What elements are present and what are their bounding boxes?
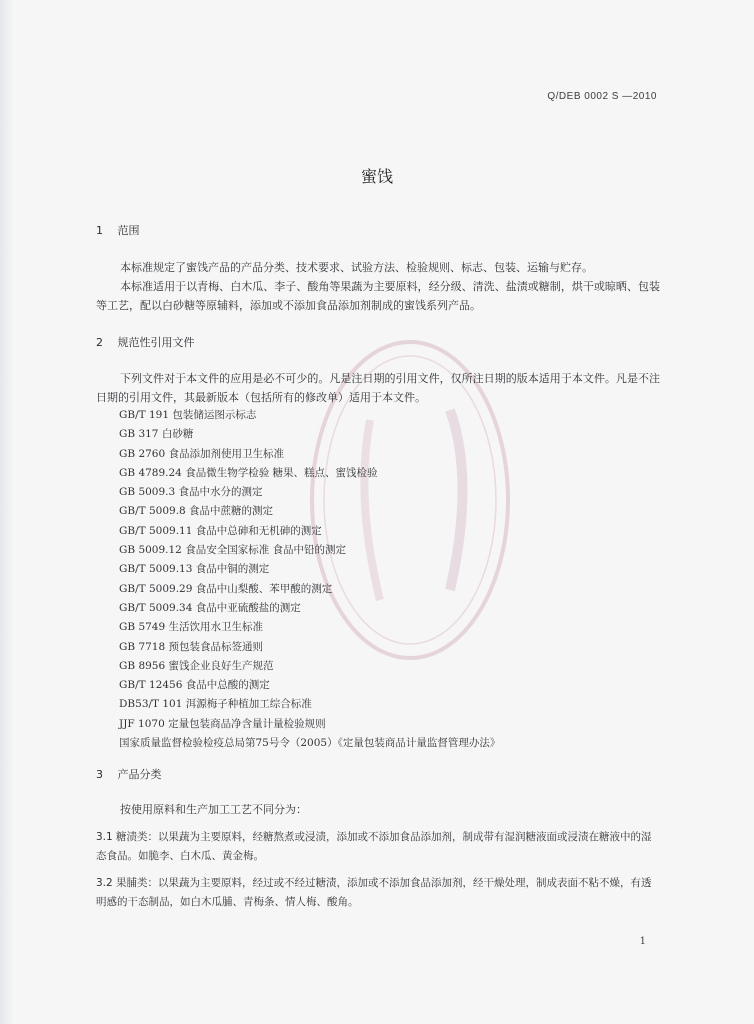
section-title: 范围 [117,224,140,237]
reference-item: GB/T 5009.29 食品中山梨酸、苯甲酸的测定 [119,582,333,595]
section-title: 产品分类 [117,768,162,781]
reference-item: 国家质量监督检验检疫总局第75号令（2005）《定量包装商品计量监督管理办法》 [119,737,501,750]
section-number: 2 [96,336,103,349]
reference-item: GB/T 5009.11 食品中总砷和无机砷的测定 [119,524,322,537]
section-3-heading [96,766,162,782]
reference-item: GB 2760 食品添加剂使用卫生标准 [119,447,285,460]
reference-list [119,406,500,753]
reference-item: DB53/T 101 洱源梅子种植加工综合标准 [119,698,312,711]
reference-item: GB 317 白砂糖 [119,428,194,441]
reference-item: GB 8956 蜜饯企业良好生产规范 [119,659,274,672]
reference-item: GB/T 5009.13 食品中铜的测定 [119,563,270,576]
reference-item: GB/T 12456 食品中总酸的测定 [119,679,270,692]
definition-3-1: 3.1 糖渍类：以果蔬为主要原料，经糖熬煮或浸渍，添加或不添加食品添加剂，制成带有湿润糖液面或浸渍在糖液中的湿态食品。如脆李、白木瓜、黄金梅。 [96,831,652,862]
reference-item: GB/T 5009.8 食品中蔗糖的测定 [119,505,274,518]
reference-item: JJF 1070 定量包装商品净含量计量检验规则 [119,717,326,730]
reference-item: GB/T 5009.34 食品中亚硫酸盐的测定 [119,601,301,614]
reference-item: GB/T 191 包装储运图示标志 [119,409,257,421]
section-number: 3 [96,768,103,781]
reference-item: GB 5009.12 食品安全国家标准 食品中铅的测定 [119,544,347,557]
section-2-heading [96,334,195,350]
section-1-paragraph-2: 本标准适用于以青梅、白木瓜、李子、酸角等果蔬为主要原料，经分级、清洗、盐渍或糖制，烘干或晾晒、包装等工艺，配以白砂糖等原辅料，添加或不添加食品添加剂制成的蜜饯系列产品。 [96,280,660,312]
page-number: 1 [639,936,646,947]
page-title: 蜜饯 [360,167,393,186]
reference-item: GB 4789.24 食品微生物学检验 糖果、糕点、蜜饯检验 [119,466,378,479]
reference-item: GB 5009.3 食品中水分的测定 [119,486,263,499]
section-2-intro: 下列文件对于本文件的应用是必不可少的。凡是注日期的引用文件，仅所注日期的版本适用于本文件。凡是不注日期的引用文件，其最新版本（包括所有的修改单）适用于本文件。 [96,372,660,404]
section-1-paragraph-1: 本标准规定了蜜饯产品的产品分类、技术要求、试验方法、检验规则、标志、包装、运输与贮存。 [120,261,593,274]
section-number: 1 [96,224,103,237]
section-3-intro: 按使用原料和生产加工工艺不同分为： [120,803,307,816]
scan-edge-shadow [0,0,14,1024]
standard-code: Q/DEB 0002 S —2010 [547,91,657,102]
definition-3-2: 3.2 果脯类：以果蔬为主要原料，经过或不经过糖渍，添加或不添加食品添加剂，经干燥处理，制成表面不粘不燥，有透明感的干态制品，如白木瓜脯、青梅条、情人梅、酸角。 [96,877,652,908]
reference-item: GB 5749 生活饮用水卫生标准 [119,621,264,634]
section-title: 规范性引用文件 [117,336,195,349]
reference-item: GB 7718 预包装食品标签通则 [119,640,264,653]
section-1-heading [96,222,140,238]
